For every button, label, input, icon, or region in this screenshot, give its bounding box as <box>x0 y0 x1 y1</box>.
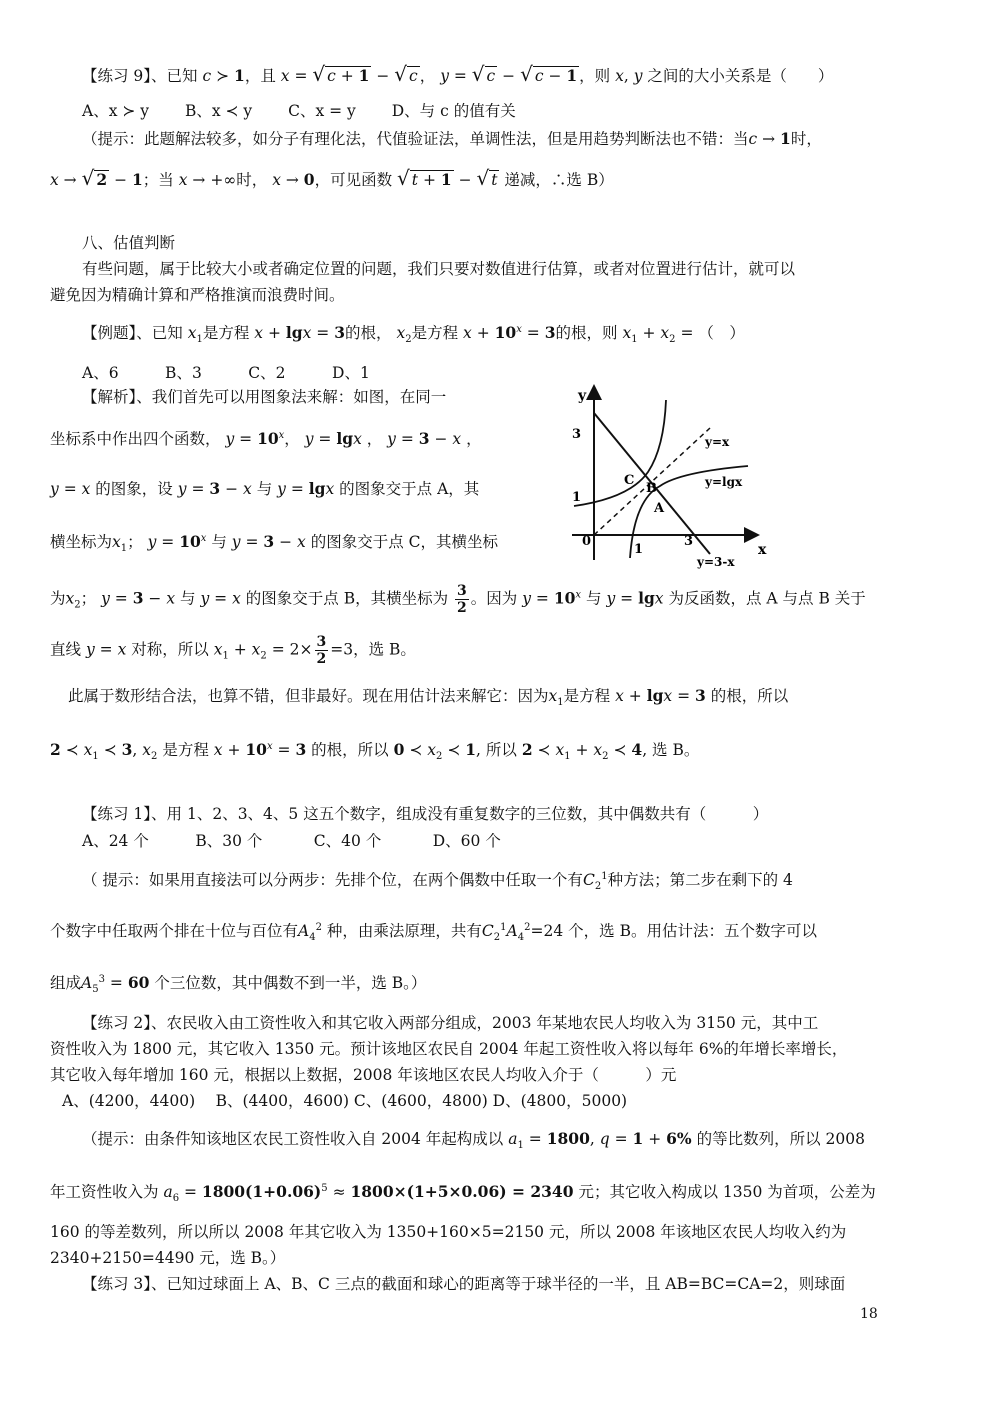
ex2-hint-line4: 2340+2150=4490 元，选 B。） <box>50 1249 286 1267</box>
ex9-question: 【练习 9】、已知 c ≻ 1，且 x = √ c + 1 − √ c ， y = √ c − √ c − 1 ，则 x, y 之间的大小关系是（ ） <box>82 62 834 86</box>
ex2-line3: 其它收入每年增加 160 元，根据以上数据，2008 年该地区农民人均收入介于（ ）元 <box>50 1066 677 1084</box>
ex3-tag: 【练习 3】 <box>82 1275 152 1293</box>
ex2-hint-line1: （提示：由条件知该地区农民工资性收入自 2004 年起构成以 $a_1 = 1800$, q = 1 + 6% 的等比数列，所以 2008 <box>82 1129 865 1152</box>
analysis-line2: 坐标系中作出四个函数， $y = 10^x$， y = lgx ， y = 3 − x ， <box>50 429 482 448</box>
ex2-tag: 【练习 2】 <box>82 1014 152 1032</box>
label-y-eq-lgx: y=lgx <box>705 475 743 489</box>
ex2-hint-line3: 160 的等差数列，所以所以 2008 年其它收入为 1350+160×5=2150 元，所以 2008 年该地区农民人均收入约为 <box>50 1223 847 1241</box>
example-tag: 【例题】 <box>82 324 137 342</box>
ex1-hint-line2: 个数字中任取两个排在十位与百位有$A_4^2$ 种，由乘法原理，共有$C_2^1A_4^2=24$ 个，选 B。用估计法：五个数字可以 <box>50 921 817 944</box>
ex1-options: A、24 个 B、30 个 C、40 个 D、60 个 <box>82 832 501 850</box>
origin-label: 0 <box>582 534 592 549</box>
analysis-line6: 直线 y = x 对称，所以 $x_1 + x_2 = 2\times$ $\frac{3}{2}$ =3，选 B。 <box>50 634 416 667</box>
tick-x3: 3 <box>684 534 694 549</box>
ex9-hint-line1: （提示：此题解法较多，如分子有理化法，代值验证法，单调性法，但是用趋势判断法也不错：当c → 1时， <box>82 129 822 148</box>
ex2-hint-line2: 年工资性收入为 $a_6 = 1800(1+0.06)^5 \approx 1800\times(1+5\times 0.06) = 2340$ 元；其它收入构成以 1350 为首项，公差为 <box>50 1182 876 1205</box>
point-c: C <box>624 473 635 488</box>
label-y-eq-3-minus-x: y=3-x <box>697 555 735 569</box>
ex1-tag: 【练习 1】 <box>82 805 152 823</box>
tick-y3: 3 <box>572 427 582 442</box>
tick-y1: 1 <box>572 490 582 505</box>
section-title: 八、估值判断 <box>82 234 176 252</box>
estimate-line1: 此属于数形结合法，也算不错，但非最好。现在用估计法来解它：因为$x_1$是方程 x + lgx = 3 的根，所以 <box>68 686 789 709</box>
analysis-line4: 横坐标为$x_1$； $y = 10^x$ 与 y = 3 − x 的图象交于点 C，其横坐标 <box>50 532 499 555</box>
example-options: A、6 B、3 C、2 D、1 <box>82 364 370 382</box>
ex9-tag: 【练习 9】 <box>82 67 152 85</box>
ex1-hint-line1: （ 提示：如果用直接法可以分两步：先排个位，在两个偶数中任取一个有$C_2^1$种方法；第二步在剩下的 4 <box>82 870 793 893</box>
point-b: B <box>646 481 657 496</box>
section-intro-line2: 避免因为精确计算和严格推演而浪费时间。 <box>50 286 345 304</box>
y-axis-label: y <box>578 388 587 404</box>
ex9-hint-line2: x → √ 2 − 1；当 x → +∞时， x → 0，可见函数 √ t + 1 − √ t 递减，∴选 B） <box>50 166 614 190</box>
ex2-options: A、(4200，4400) B、(4400，4600) C、(4600，4800) D、(4800，5000) <box>62 1092 628 1110</box>
analysis-line5: 为$x_2$； y = 3 − x 与 y = x 的图象交于点 B，其横坐标为 $\frac{3}{2}$ 。因为 $y = 10^x$ 与 y = lgx 为反函数，点 A 与点 B 关于 <box>50 583 866 616</box>
ex1-question: 【练习 1】、用 1、2、3、4、5 这五个数字，组成没有重复数字的三位数，其中偶数共有（ ） <box>82 805 769 823</box>
ex1-hint-line3: 组成$A_5^3 = 60$ 个三位数，其中偶数不到一半，选 B。） <box>50 973 427 996</box>
ex3-line1: 【练习 3】、已知过球面上 A、B、C 三点的截面和球心的距离等于球半径的一半，且 AB=BC=CA=2，则球面 <box>82 1275 846 1293</box>
section-intro-line1: 有些问题，属于比较大小或者确定位置的问题，我们只要对数值进行估算，或者对位置进行估计，就可以 <box>82 260 796 278</box>
ex2-line1: 【练习 2】、农民收入由工资性收入和其它收入两部分组成，2003 年某地农民人均收入为 3150 元，其中工 <box>82 1014 819 1032</box>
function-graph <box>560 380 780 575</box>
estimate-line2: 2 ≺ $x_1$ ≺ 3, $x_2$ 是方程 $x + 10^x = 3$ 的根，所以 0 ≺ $x_2$ ≺ 1, 所以 2 ≺ $x_1 + x_2$ ≺ 4, 选 B。 <box>50 740 700 763</box>
example-question: 【例题】、已知 $x_1$是方程 x + lgx = 3的根， $x_2$是方程 $x + 10^x = 3$的根，则 $x_1 + x_2$ = （ ） <box>82 323 745 346</box>
analysis-line1: 【解析】、我们首先可以用图象法来解：如图，在同一 <box>82 388 447 406</box>
ex2-line2: 资性收入为 1800 元，其它收入 1350 元。预计该地区农民自 2004 年起工资性收入将以每年 6%的年增长率增长， <box>50 1040 848 1058</box>
point-a: A <box>654 501 665 516</box>
tick-x1: 1 <box>634 542 644 557</box>
analysis-line3: y = x 的图象，设 y = 3 − x 与 y = lgx 的图象交于点 A，其 <box>50 479 480 498</box>
analysis-tag: 【解析】 <box>82 388 137 406</box>
ex9-options: A、x ≻ y B、x ≺ y C、x = y D、与 c 的值有关 <box>82 102 516 120</box>
page-number: 18 <box>860 1306 878 1322</box>
label-y-eq-x: y=x <box>705 435 730 449</box>
x-axis-label: x <box>758 542 767 558</box>
